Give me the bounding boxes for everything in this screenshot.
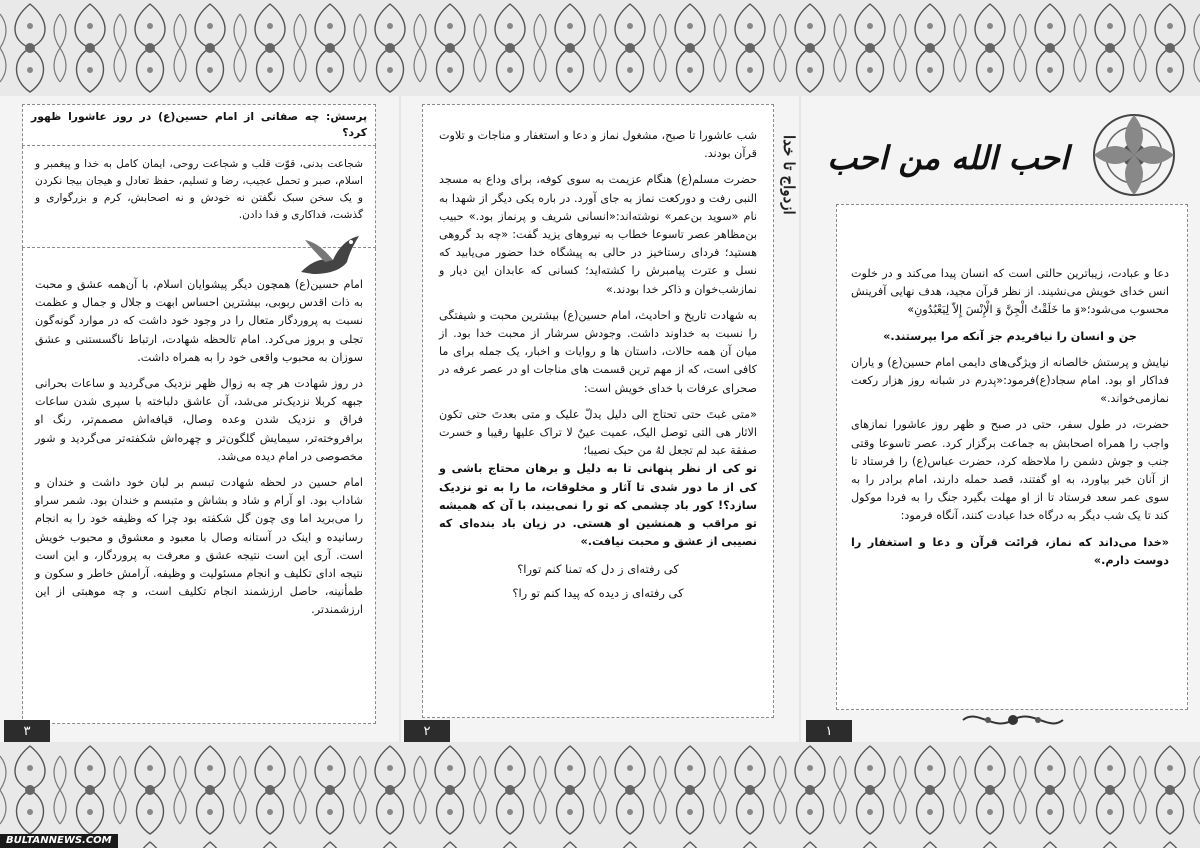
floral-medallion-icon	[1072, 108, 1196, 202]
paragraph: دعا و عبادت، زیباترین حالتی است که انسان پیدا می‌کند و در خلوت انس خدای خویش می‌نشیند. از نظر قرآن مجید، هدف نهایی آفرینش محسوب می‌شود؛«وَ ما خَلَقْتُ الْجِنَّ وَ الْإِنْسَ إِلاّ لِيَعْبُدُونِ»	[851, 267, 1169, 317]
paragraph: به شهادت تاریخ و احادیث، امام حسین(ع) بیشترین محبت و شیفتگی را نسبت به خداوند داشت. وجودش سرشار از محبت خدا بود. از میان آن همه حالات، داستان ها و روایات و اخبار، یک جمله برای ما کافی است، که از مهم ترین قسمت های مناجات او در عصر عرفه در صحرای عرفات با خدای خویش است:	[439, 308, 757, 395]
page-divider	[799, 96, 801, 742]
page-3-text-panel	[22, 248, 376, 724]
page-divider	[399, 96, 401, 742]
bird-illustration-icon	[293, 232, 363, 280]
question-box: پرسش: چه صفاتی از امام حسین(ع) در روز عاشورا ظهور کرد؟	[22, 104, 376, 146]
paragraph: در روز شهادت هر چه به زوال ظهر نزدیک می‌گردید و ساعات بحرانی جبهه کربلا نزدیک‌تر می‌شد، آن عاشق دلباخته با سپری شدن ساعات فراق و نزدیک شدن وعده وصال، قیافه‌اش مصمم‌تر، رنگ او برافروخته‌تر، سیمایش گلگون‌تر و چهره‌اش شکفته‌تر می‌گردید و شور مخصوصی در امام دیده می‌شد.	[35, 377, 363, 463]
paragraph: نیایش و پرستش خالصانه از ویژگی‌های دایمی امام حسین(ع) و یاران فداکار او بود. امام سجاد(ع)فرمود:«پدرم در شبانه روز هزار رکعت نمازمی‌خواند.»	[851, 355, 1169, 406]
paragraph: حضرت مسلم(ع) هنگام عزیمت به سوی کوفه، برای وداع به مسجد النبی رفت و دورکعت نماز به جای آورد. در باره یکی دیگر از شهدا به نام «سوید بن‌عمر» نوشته‌اند:«انسانی شریف و پرنماز بود.» حبیب بن‌مظاهر عصر تاسوعا خطاب به نیروهای یزید گفت: «چه بد گروهی هستید؛ فردای رستاخیز در حالی به پیشگاه خدا حضور می‌یابید که نسل و عترت پیامبرش را کشته‌اید؛ کسانی که عابدان این دیار و نمازشب‌خوان و ذاکر خدا بودند.»	[439, 173, 757, 296]
ornament-divider-icon	[958, 708, 1068, 732]
paragraph: حضرت، در طول سفر، حتی در صبح و ظهر روز عاشورا نمازهای واجب را همراه اصحابش به جماعت برگزار کرد. عصر تاسوعا وقتی جنب و جوش دشمن را ملاحظه کرد، حضرت عباس(ع) را فرستاد تا از آنان خبر بیاورد، به او گفتند، قصد حمله دارند، امام برادر را به سوی عمر سعد فرستاد تا از او مهلت بگیرد جنگ را به فردا موکول کند تا یک شب دیگر به درگاه خدا عبادت کنند، آنگاه فرمود:	[851, 418, 1169, 523]
ornamental-band-bottom	[0, 742, 1200, 848]
page-2-text-panel	[422, 104, 774, 718]
answer-text: شجاعت بدنی، قوّت قلب و شجاعت روحی، ایمان کامل به خدا و پیغمبر و اسلام، صبر و تحمل عجیب، رضا و تسلیم، حفظ تعادل و هیجان بیجا نکردن و یک سخن سبک نگفتن نه خودش و نه اصحابش، کرم و بزرگواری و گذشت، فداکاری و فدا دادن.	[35, 158, 363, 221]
page-title: احب الله من احب	[827, 139, 1069, 177]
quote-paragraph: «خدا می‌داند که نماز، قرائت قرآن و دعا و استغفار را دوست دارم.»	[851, 535, 1169, 567]
paragraph: امام حسین(ع) همچون دیگر پیشوایان اسلام، با آن‌همه عشق و محبت به ذات اقدس ربوبی، بیشترین احساس ابهت و جلال و جمال و عظمت نسبت به پروردگار متعال را در وجود خود داشت که در موارد گونه‌گون تجلی و بروز می‌کرد. امام تالحظه شهادت، ارتباط ناگسستنی و عشق سوزان به محبوب واقعی خود را به همراه داشت.	[35, 278, 363, 364]
page-number: ۳	[4, 720, 50, 744]
poem-line: کی رفته‌ای ز دیده که پیدا کنم تو را؟	[512, 586, 684, 601]
page-1-text-panel	[836, 204, 1188, 710]
quote-translation: تو کی از نظر پنهانی تا به دلیل و برهان محتاج باشی و کی از ما دور شدی تا آثار و مخلوقات، ما را به تو نزدیک سازد؟! کور باد چشمی که تو را نمی‌بیند، با آن که همیشه تو مراقب و همنشین او هستی. در زیان باد بنده‌ای که نصیبی از عشق و محبت نیافت.»	[439, 462, 757, 549]
quote-translation: جن و انسان را نیافریدم جز آنکه مرا بپرستند.»	[883, 329, 1137, 343]
page-3-frame	[22, 104, 376, 718]
paragraph: امام حسین در لحظه شهادت تبسم بر لبان خود داشت و خندان و شاداب بود. او آرام و شاد و بشاش و متبسم و خندان بود. شمر سراو را می‌برید اما وی چون گل شکفته بود چرا که وظیفه خود را به انجام رسانیده و اینک در آستانه وصال با معبود و معشوق و محبوب خویش است. آری این است نتیجه عشق و معرفت به پروردگار، و این است نتیجه ادای تکلیف و انجام مسئولیت و وظیفه. آرامش خاطر و سکون و طمأنینه، حاصل ارزشمند انجام تکلیف است، و چه موهبتی از این ارزشمندتر.	[35, 476, 363, 617]
watermark: BULTANNEWS.COM	[0, 834, 118, 848]
paragraph: شب عاشورا تا صبح، مشغول نماز و دعا و استغفار و مناجات و تلاوت قرآن بودند.	[439, 129, 757, 161]
page-number: ۱	[806, 720, 852, 744]
page-number: ۲	[404, 720, 450, 744]
answer-box	[22, 146, 376, 248]
poem-line: کی رفته‌ای ز دل که تمنا کنم تورا؟	[517, 562, 679, 577]
arabic-quote: «متی غبتَ حتی تحتاج الی دلیل یدلّ علیک و متی بعدتَ حتی تکون الاثار هی التی توصل الیک، عمیت عینٌ لا تراک علیها رقیبا و خسرت صفقة عبد لم تجعل لهُ من حبک نصیبا؛	[439, 407, 757, 458]
ornamental-band-top	[0, 0, 1200, 96]
side-title: ازدواج تا خدا	[780, 135, 798, 215]
